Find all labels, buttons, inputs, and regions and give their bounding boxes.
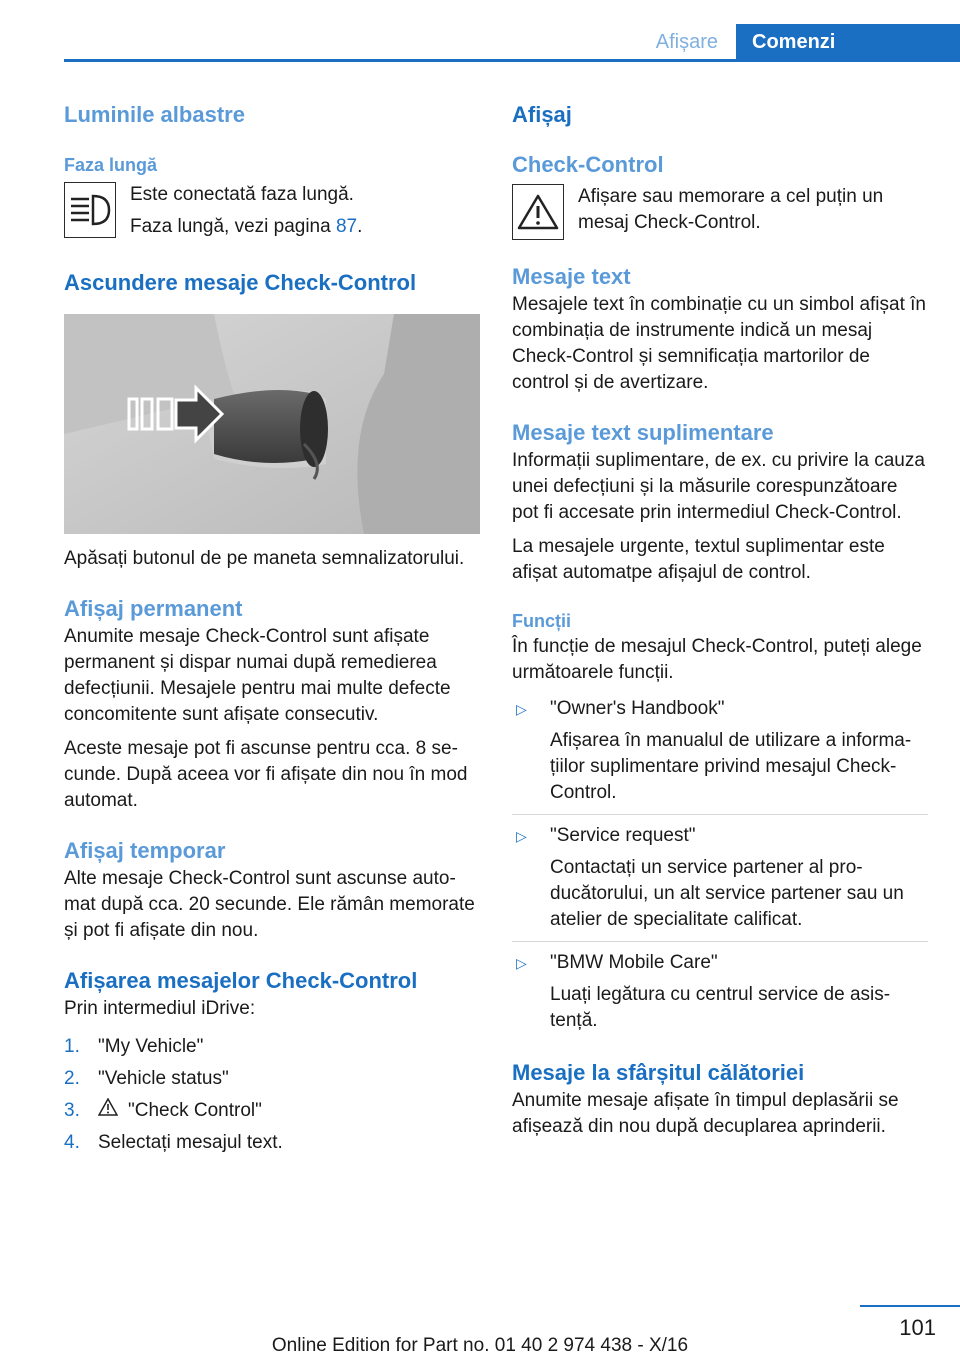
permanent-text2: Aceste mesaje pot fi ascunse pentru cca. 8 secunde. După aceea vor fi afișate din nou în mod automat. bbox=[64, 738, 468, 811]
heading-hide-messages: Ascundere mesaje Check-Control bbox=[64, 270, 417, 295]
heading-permanent-display: Afișaj permanent bbox=[64, 596, 243, 621]
extra-text-body1: Informații suplimentare, de ex. cu privire la cauza unei defecțiuni și la măsurile corespunzătoare pot fi accesate prin intermediul Check-Control. bbox=[512, 450, 925, 523]
step-text: Selectați mesajul text. bbox=[98, 1132, 283, 1153]
step-number: 2. bbox=[64, 1068, 80, 1089]
heading-end-of-trip: Mesaje la sfârșitul călătoriei bbox=[512, 1060, 805, 1085]
extra-text-body2: La mesajele urgente, textul suplimentar este afișat automatpe afișajul de control. bbox=[512, 536, 885, 583]
function-desc: Contactați un service partener al producătorului, un alt service partener sau un atelier de specialitate calificat. bbox=[550, 857, 904, 930]
step-text: "My Vehicle" bbox=[98, 1036, 204, 1057]
tab-afisare[interactable]: Afișare bbox=[655, 31, 718, 53]
heading-show-messages: Afișarea mesajelor Check-Control bbox=[64, 968, 418, 993]
temporary-text: Alte mesaje Check-Control sunt ascunse automat după cca. 20 secunde. Ele rămân memorate și pot fi afișate din nou. bbox=[64, 868, 475, 941]
step-number: 4. bbox=[64, 1132, 80, 1153]
list-item bbox=[512, 814, 928, 941]
list-item bbox=[512, 941, 928, 1042]
check-control-row bbox=[512, 184, 928, 240]
end-of-trip-body: Anumite mesaje afișate în timpul deplasării se afișează din nou după decuplarea aprinderii. bbox=[512, 1090, 899, 1137]
heading-text-messages: Mesaje text bbox=[512, 264, 631, 289]
bullet-triangle-icon: ▷ bbox=[516, 955, 527, 971]
subheading-functions: Funcții bbox=[512, 611, 571, 631]
high-beam-text1: Este conectată faza lungă. bbox=[130, 184, 354, 205]
step-text: "Vehicle status" bbox=[98, 1068, 229, 1089]
heading-check-control: Check-Control bbox=[512, 152, 664, 177]
warning-triangle-icon bbox=[98, 1098, 128, 1124]
heading-display: Afișaj bbox=[512, 102, 572, 127]
section-title-blue-lights: Luminile albastre bbox=[64, 102, 245, 127]
tab-comenzi[interactable]: Comenzi bbox=[736, 24, 960, 60]
high-beam-ref-end: . bbox=[357, 216, 363, 237]
check-control-text: Afișare sau memorare a cel puțin un mesaj Check-Control. bbox=[578, 186, 884, 233]
step-number: 1. bbox=[64, 1036, 80, 1057]
function-desc: Luați legătura cu centrul service de asistență. bbox=[550, 984, 891, 1031]
right-column bbox=[512, 100, 928, 1140]
show-intro-text: Prin intermediul iDrive: bbox=[64, 998, 256, 1019]
edition-text: Online Edition for Part no. 01 40 2 974 438 - X/16 bbox=[271, 1335, 689, 1356]
list-item bbox=[64, 1066, 480, 1092]
bullet-triangle-icon: ▷ bbox=[516, 828, 527, 844]
steps-list bbox=[64, 1034, 480, 1156]
high-beam-text2 bbox=[130, 214, 362, 240]
page-number-rule bbox=[860, 1305, 960, 1307]
list-item bbox=[64, 1130, 480, 1156]
left-column bbox=[64, 100, 480, 1162]
list-item bbox=[64, 1034, 480, 1060]
list-item bbox=[512, 696, 928, 814]
function-title: "Owner's Handbook" bbox=[550, 698, 725, 719]
warning-triangle-icon bbox=[512, 184, 564, 240]
header-rule bbox=[64, 59, 960, 62]
function-title: "Service request" bbox=[550, 825, 696, 846]
turn-signal-lever-image bbox=[64, 314, 480, 534]
heading-extra-text-messages: Mesaje text suplimentare bbox=[512, 420, 774, 445]
text-messages-body: Mesajele text în combinație cu un simbol afișat în combinația de instrumente indică un mesaj Check-Control și semnificația martorilor de control și de avertizare. bbox=[512, 294, 926, 393]
bullet-triangle-icon: ▷ bbox=[516, 701, 527, 717]
step-number: 3. bbox=[64, 1100, 80, 1121]
press-button-text: Apăsați butonul de pe maneta semnalizatorului. bbox=[64, 548, 465, 569]
page-number: 101 bbox=[899, 1315, 936, 1340]
subheading-high-beam: Faza lungă bbox=[64, 155, 158, 175]
high-beam-row bbox=[64, 182, 480, 240]
high-beam-icon bbox=[64, 182, 116, 238]
page-87-link[interactable]: 87 bbox=[335, 216, 358, 237]
high-beam-ref-text: Faza lungă, vezi pagina bbox=[130, 216, 336, 237]
step-text: "Check Control" bbox=[128, 1100, 262, 1121]
function-title: "BMW Mobile Care" bbox=[550, 952, 718, 973]
functions-list bbox=[512, 696, 928, 1042]
page-header bbox=[0, 0, 960, 62]
functions-intro: În funcție de mesajul Check-Control, puteți alege următoarele funcții. bbox=[512, 636, 922, 683]
list-item bbox=[64, 1098, 480, 1124]
heading-temporary-display: Afișaj temporar bbox=[64, 838, 226, 863]
function-desc: Afișarea în manualul de utilizare a informațiilor suplimentare privind mesajul Check-Control. bbox=[550, 730, 912, 803]
permanent-text1: Anumite mesaje Check-Control sunt afișate permanent și dispar numai după remedierea defecțiunii. Mesajele pentru mai multe defecte concomitente sunt afișate consecutiv. bbox=[64, 626, 451, 725]
